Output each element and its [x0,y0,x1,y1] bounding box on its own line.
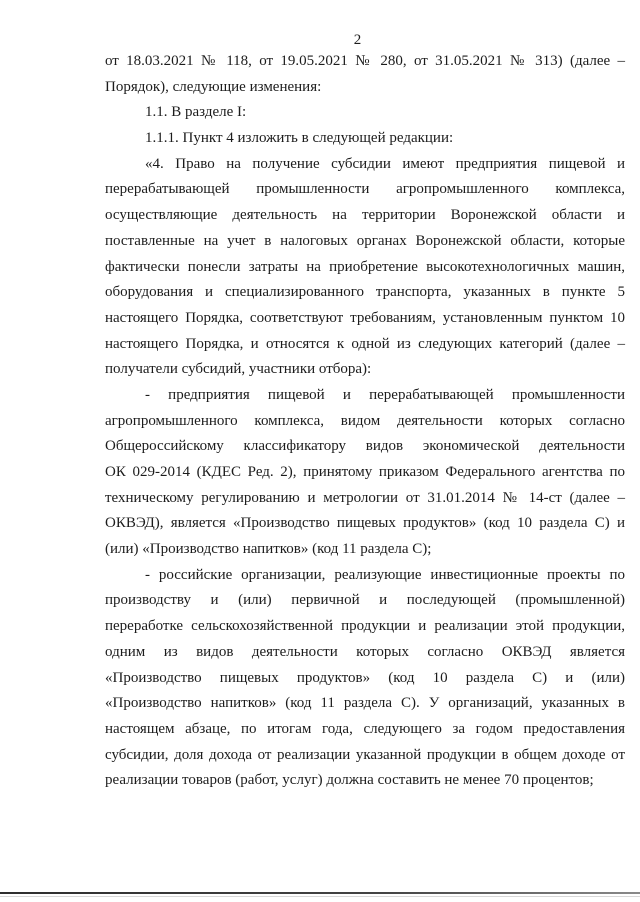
document-body [105,49,625,794]
text-line: ОКВЭД), является «Производство пищевых продуктов» (код 10 раздела С) и [105,515,625,532]
text-line: - предприятия пищевой и перерабатывающей промышленности [145,386,625,403]
text-line: от 18.03.2021 № 118, от 19.05.2021 № 280, от 31.05.2021 № 313) (далее – [105,53,625,69]
text-line: агропромышленного комплекса, видом деятельности которых согласно [105,412,625,429]
paragraph [105,383,625,563]
text-line: Общероссийскому классификатору видов экономической деятельности [105,438,625,455]
paragraph [105,100,625,126]
text-line: «4. Право на получение субсидии имеют предприятия пищевой и [145,155,625,172]
scan-edge-shadow [0,896,640,897]
page-number: 2 [353,32,362,48]
text-line: поставленные на учет в налоговых органах Воронежской области, которые [105,232,625,249]
text-line: производству и (или) первичной и последующей (промышленной) [105,592,625,609]
paragraph [105,126,625,152]
text-line: настоящего Порядка, и относятся к одной из следующих категорий (далее – [105,335,625,352]
paragraph [105,563,625,794]
text-line: 1.1.1. Пункт 4 изложить в следующей редакции: [145,130,454,147]
scan-edge-line [0,892,640,894]
text-line: реализации товаров (работ, услуг) должна составить не менее 70 процентов; [105,772,594,789]
text-line: настоящем абзаце, по итогам года, следующего за годом предоставления [105,720,625,737]
text-line: техническому регулированию и метрологии от 31.01.2014 № 14-ст (далее – [105,489,625,506]
text-line: перерабатывающей промышленности агропромышленного комплекса, [105,181,625,198]
text-line: оборудования и специализированного транспорта, указанных в пункте 5 [105,284,625,301]
text-line: переработке сельскохозяйственной продукции и реализации этой продукции, [105,618,625,635]
text-line: получатели субсидий, участники отбора): [105,361,372,378]
text-line: ОК 029-2014 (КДЕС Ред. 2), принятому приказом Федерального агентства по [105,464,625,480]
text-line: осуществляющие деятельность на территории Воронежской области и [105,207,625,224]
text-line: 1.1. В разделе I: [145,104,247,121]
paragraph [105,152,625,383]
text-line: «Производство напитков» (код 11 раздела С). У организаций, указанных в [105,695,625,712]
text-line: - российские организации, реализующие инвестиционные проекты по [145,566,625,583]
text-line: «Производство пищевых продуктов» (код 10 раздела С) и (или) [105,669,625,686]
text-line: Порядок), следующие изменения: [105,78,322,95]
text-line: субсидии, доля дохода от реализации указанной продукции в общем доходе от [105,746,625,763]
text-line: настоящего Порядка, соответствуют требованиям, установленным пунктом 10 [105,309,625,326]
paragraph [105,49,625,100]
text-line: одним из видов деятельности которых согласно ОКВЭД является [105,643,625,660]
text-line: фактически понесли затраты на приобретение высокотехнологичных машин, [105,258,625,275]
text-line: (или) «Производство напитков» (код 11 раздела С); [105,541,432,558]
